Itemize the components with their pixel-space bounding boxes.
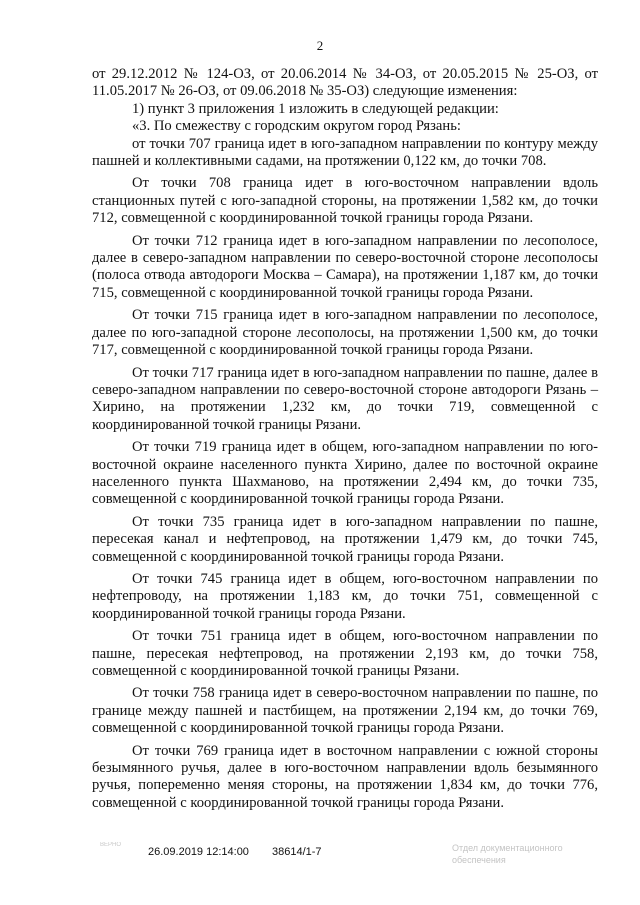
paragraph-point-717: От точки 717 граница идет в юго-западном направлении по пашне, далее в северо-западном направлении по северо-восточной стороне автодороги Рязань – Хирино, на протяжении 1,232 км, до точки 719, совмещенной с координированной точкой границы Рязани.: [92, 364, 598, 433]
page-footer: [0, 842, 640, 886]
paragraph-amendments-list: от 29.12.2012 № 124-ОЗ, от 20.06.2014 № 34-ОЗ, от 20.05.2015 № 25-ОЗ, от 11.05.2017 № 26-ОЗ, от 09.06.2018 № 35-ОЗ) следующие изменения:: [92, 66, 598, 100]
page-number: 2: [316, 38, 324, 53]
paragraph-point-719: От точки 719 граница идет в общем, юго-западном направлении по юго-восточной окраине населенного пункта Хирино, далее по восточной окраине населенного пункта Шахманово, на протяжении 2,494 км, до точки 735, совмещенной с координированной точкой границы города Рязани.: [92, 439, 598, 508]
paragraph-point-715: От точки 715 граница идет в юго-западном направлении по лесополосе, далее по юго-западной стороне лесополосы, на протяжении 1,500 км, до точки 717, совмещенной с координированной точкой границы города Рязани.: [92, 307, 598, 359]
stamp-line-1: Отдел документационного: [452, 843, 563, 853]
document-body: [92, 66, 598, 817]
paragraph-point-769: От точки 769 граница идет в восточном направлении с южной стороны безымянного ручья, далее в юго-восточном направлении вдоль безымянного ручья, попеременно меняя стороны, на протяжении 1,834 км, до точки 776, совмещенной с координированной точкой границы города Рязани.: [92, 742, 598, 811]
paragraph-point-708: От точки 708 граница идет в юго-восточном направлении вдоль станционных путей с юго-западной стороны, на протяжении 1,582 км, до точки 712, совмещенной с координированной точкой границы города Рязани.: [92, 175, 598, 227]
paragraph-item-1: 1) пункт 3 приложения 1 изложить в следующей редакции:: [132, 100, 499, 117]
paragraph-point-751: От точки 751 граница идет в общем, юго-восточном направлении по пашне, пересекая нефтепровод, на протяжении 2,193 км, до точки 758, совмещенной с координированной точкой границы Рязани.: [92, 628, 598, 679]
footer-document-number: 38614/1-7: [272, 846, 322, 858]
paragraph-point-707: от точки 707 граница идет в юго-западном направлении по контуру между пашней и коллективными садами, на протяжении 0,122 км, до точки 708.: [92, 135, 598, 170]
stamp-watermark-right: [452, 842, 602, 866]
paragraph-section-3-heading: «3. По смежеству с городским округом город Рязань:: [132, 118, 461, 135]
paragraph-point-758: От точки 758 граница идет в северо-восточном направлении по пашне, по границе между пашней и пастбищем, на протяжении 2,194 км, до точки 769, совмещенной с координированной точкой границы города Рязани.: [92, 685, 598, 737]
stamp-line-2: обеспечения: [452, 855, 506, 865]
paragraph-point-712: От точки 712 граница идет в юго-западном направлении по лесополосе, далее в северо-западном направлении по северо-восточной стороне лесополосы (полоса отвода автодороги Москва – Самара), на протяжении 1,187 км, до точки 715, совмещенной с координированной точкой границы города Рязани.: [92, 232, 598, 301]
paragraph-point-745: От точки 745 граница идет в общем, юго-восточном направлении по нефтепроводу, на протяжении 1,183 км, до точки 751, совмещенной с координированной точкой границы города Рязани.: [92, 570, 598, 622]
stamp-mark-left: ВЕРНО: [100, 842, 122, 848]
footer-datetime: 26.09.2019 12:14:00: [148, 846, 249, 858]
paragraph-point-735: От точки 735 граница идет в юго-западном направлении по пашне, пересекая канал и нефтепровод, на протяжении 1,479 км, до точки 745, совмещенной с координированной точкой границы города Рязани.: [92, 513, 598, 565]
